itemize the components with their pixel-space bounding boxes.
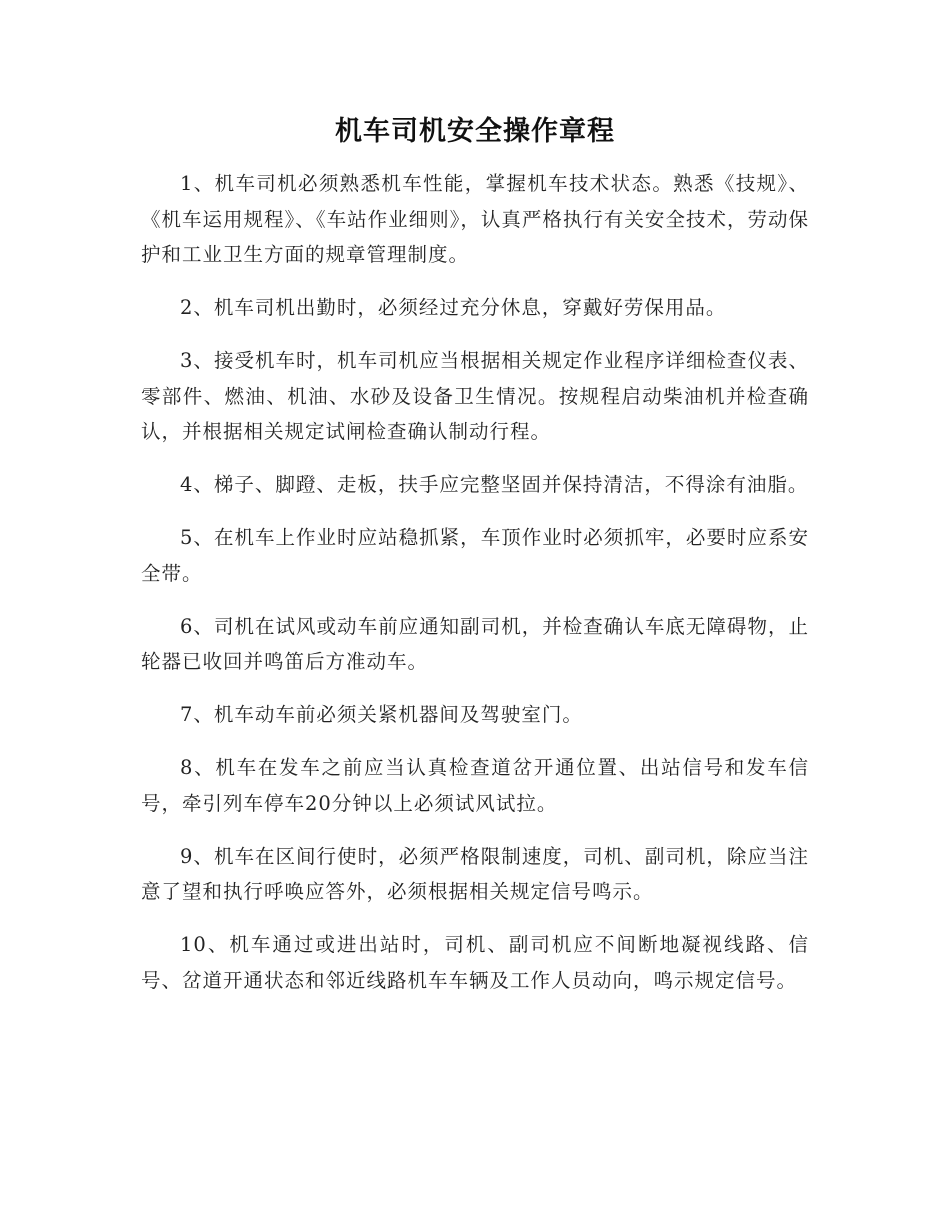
document-title: 机车司机安全操作章程: [335, 116, 615, 147]
paragraph-3: 3、接受机车时，机车司机应当根据相关规定作业程序详细检查仪表、零部件、燃油、机油、水砂及设备卫生情况。按规程启动柴油机并检查确认，并根据相关规定试闸检查确认制动行程。: [141, 349, 809, 443]
document-body: [141, 166, 809, 1016]
paragraph-1: 1、机车司机必须熟悉机车性能，掌握机车技术状态。熟悉《技规》、《机车运用规程》、《车站作业细则》，认真严格执行有关安全技术，劳动保护和工业卫生方面的规章管理制度。: [141, 172, 809, 266]
paragraph-2: 2、机车司机出勤时，必须经过充分休息，穿戴好劳保用品。: [180, 296, 727, 319]
paragraph-6: 6、司机在试风或动车前应通知副司机，并检查确认车底无障碍物，止轮器已收回并鸣笛后方准动车。: [141, 614, 809, 673]
paragraph-8: 8、机车在发车之前应当认真检查道岔开通位置、出站信号和发车信号，牵引列车停车20分钟以上必须试风试拉。: [141, 756, 809, 815]
paragraph-5: 5、在机车上作业时应站稳抓紧，车顶作业时必须抓牢，必要时应系安全带。: [141, 526, 809, 585]
paragraph-7: 7、机车动车前必须关紧机器间及驾驶室门。: [180, 703, 583, 726]
paragraph-4: 4、梯子、脚蹬、走板，扶手应完整坚固并保持清洁，不得涂有油脂。: [180, 473, 809, 496]
paragraph-9: 9、机车在区间行使时，必须严格限制速度，司机、副司机，除应当注意了望和执行呼唤应答外，必须根据相关规定信号鸣示。: [141, 844, 809, 903]
paragraph-10: 10、机车通过或进出站时，司机、副司机应不间断地凝视线路、信号、岔道开通状态和邻近线路机车车辆及工作人员动向，鸣示规定信号。: [141, 933, 809, 992]
